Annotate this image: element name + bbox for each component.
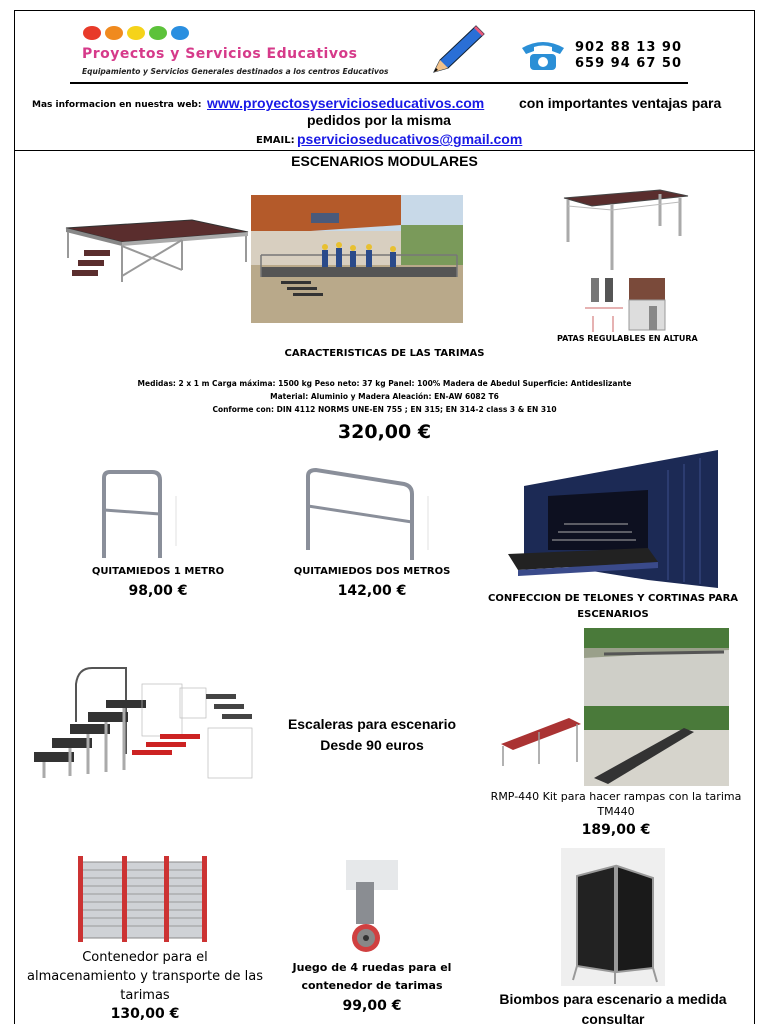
adjustable-legs-image xyxy=(583,276,669,334)
stairs-name: Escaleras para escenario xyxy=(287,716,457,732)
spec-line-2: Material: Aluminio y Madera Aleación: EN-AW 6082 T6 xyxy=(270,392,499,401)
railing-1m-price: 98,00 € xyxy=(128,583,188,599)
stage-curtains-image xyxy=(508,450,720,590)
pencil-icon xyxy=(426,22,486,76)
web-suffix-1: con importantes ventajas para xyxy=(519,95,722,111)
railing-2m-name: QUITAMIEDOS DOS METROS xyxy=(293,566,451,577)
web-link[interactable]: www.proyectosyservicioseducativos.com xyxy=(207,95,485,111)
railing-1m-name: QUITAMIEDOS 1 METRO xyxy=(91,566,225,577)
ramp-price: 189,00 € xyxy=(581,822,651,838)
container-name-3: tarimas xyxy=(120,988,170,1003)
stage-module-image xyxy=(560,186,692,272)
web-suffix-2: pedidos por la misma xyxy=(307,112,451,128)
screens-name-2: consultar xyxy=(581,1011,645,1027)
stage-platform-image xyxy=(62,212,252,294)
spec-line-3: Conforme con: DIN 4112 NORMS UNE-EN 755 ; EN 315; EN 314-2 class 3 & EN 310 xyxy=(212,405,557,414)
brand-subtitle: Equipamiento y Servicios Generales destinados a los centros Educativos xyxy=(82,67,389,76)
stage-price: 320,00 € xyxy=(337,421,432,443)
legs-caption: PATAS REGULABLES EN ALTURA xyxy=(557,334,698,343)
features-title: CARACTERISTICAS DE LAS TARIMAS xyxy=(284,348,485,359)
phone-number-1[interactable]: 902 88 13 90 xyxy=(575,40,682,55)
header-divider xyxy=(70,82,688,84)
wheels-name-1: Juego de 4 ruedas para el xyxy=(292,961,452,974)
ramp-name-1: RMP-440 Kit para hacer rampas con la tarima xyxy=(490,790,742,803)
logo-blobs-icon xyxy=(82,24,202,42)
ramp-name-2: TM440 xyxy=(597,805,635,818)
stairs-price: Desde 90 euros xyxy=(320,737,424,753)
brand-title: Proyectos y Servicios Educativos xyxy=(82,46,358,62)
wheels-price: 99,00 € xyxy=(342,998,402,1014)
container-image xyxy=(78,854,210,944)
curtains-name-2: ESCENARIOS xyxy=(577,609,649,620)
ramp-kit-image xyxy=(499,714,583,768)
email-link[interactable]: pservicioseducativos@gmail.com xyxy=(297,131,523,147)
railing-1m-image xyxy=(96,466,186,562)
folding-screens-image xyxy=(561,848,665,986)
spec-line-1: Medidas: 2 x 1 m Carga máxima: 1500 kg Peso neto: 37 kg Panel: 100% Madera de Abedul Superficie: Antideslizante xyxy=(137,379,632,388)
wheels-name-2: contenedor de tarimas xyxy=(301,979,443,992)
container-name-2: almacenamiento y transporte de las xyxy=(26,969,263,984)
container-name-1: Contenedor para el xyxy=(82,950,208,965)
section-title: ESCENARIOS MODULARES xyxy=(291,153,478,169)
section-divider xyxy=(14,150,755,151)
railing-2m-price: 142,00 € xyxy=(337,583,407,599)
email-label: EMAIL: xyxy=(256,135,295,146)
web-label: Mas informacion en nuestra web: xyxy=(32,100,202,110)
ramp-photo xyxy=(584,628,729,786)
stage-photo xyxy=(251,195,463,323)
curtains-name-1: CONFECCION DE TELONES Y CORTINAS PARA xyxy=(487,593,739,604)
container-price: 130,00 € xyxy=(110,1006,180,1022)
screens-name-1: Biombos para escenario a medida xyxy=(499,991,727,1007)
stage-stairs-image xyxy=(30,664,256,784)
telephone-icon xyxy=(518,38,568,72)
wheel-caster-image xyxy=(344,860,400,956)
phone-number-2[interactable]: 659 94 67 50 xyxy=(575,56,682,71)
railing-2m-image xyxy=(300,466,440,562)
brand-logo xyxy=(82,24,202,42)
